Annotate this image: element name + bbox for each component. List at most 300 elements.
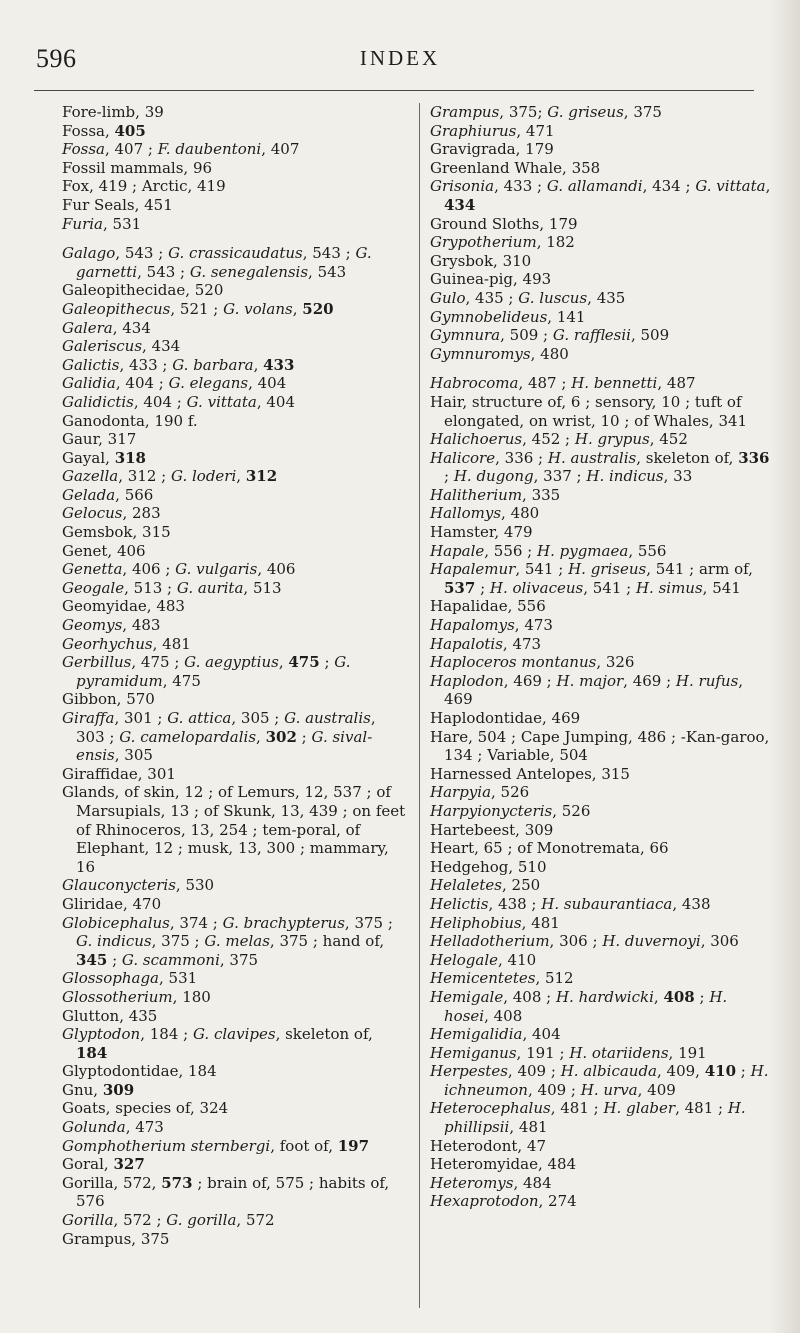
entry-text: ;: [694, 987, 710, 1006]
taxon-name: H. urva: [580, 1080, 638, 1099]
entry-text: , 438 ;: [488, 894, 542, 913]
entry-text: Geomyidae, 483: [62, 597, 185, 616]
entry-text: , 375;: [499, 103, 548, 121]
taxon-name: G. vittata: [695, 177, 766, 196]
entry-text: ;: [107, 950, 122, 969]
index-entry: [62, 122, 408, 141]
taxon-name: H. rufus: [675, 671, 739, 690]
entry-text: , 543 ;: [115, 244, 169, 263]
entry-text: , 480: [501, 504, 540, 523]
entry-text: , 473: [514, 616, 553, 635]
taxon-name: Haploceros montanus: [430, 653, 597, 672]
index-entry: [430, 215, 774, 234]
entry-text: , 543: [308, 262, 347, 281]
taxon-name: Grisonia: [430, 177, 495, 196]
taxon-name: Galidictis: [62, 392, 134, 411]
entry-text: , 406 ;: [122, 560, 176, 579]
taxon-name: Halicore: [430, 448, 496, 467]
illustrated-page-ref: 345: [76, 950, 108, 969]
entry-text: ;: [296, 727, 312, 746]
entry-text: , 481: [521, 913, 560, 932]
taxon-name: G. australis: [284, 709, 371, 727]
taxon-name: Georhychus: [62, 634, 153, 653]
entry-text: , 305: [114, 746, 153, 765]
illustrated-page-ref: 408: [663, 987, 695, 1006]
entry-text: Heart, 65 ; of Monotremata, 66: [430, 839, 669, 858]
entry-text: , 469: [444, 671, 744, 709]
index-entry: [62, 1230, 408, 1249]
taxon-name: H. olivaceus: [489, 578, 584, 597]
entry-text: , 406: [257, 560, 296, 579]
entry-text: , 407: [261, 140, 300, 159]
entry-text: , 509 ;: [500, 326, 553, 345]
index-entry: [430, 728, 774, 765]
taxon-name: Geomys: [62, 616, 123, 635]
entry-text: , 481 ;: [550, 1099, 604, 1118]
index-entry: [62, 159, 408, 178]
taxon-name: Herpestes: [430, 1062, 508, 1081]
entry-text: , 556: [628, 541, 667, 560]
entry-text: Glyptodontidae, 184: [62, 1062, 217, 1081]
taxon-name: G. scammoni: [121, 950, 220, 969]
taxon-name: G. camelopardalis: [119, 727, 257, 746]
taxon-name: H. phillipsii: [444, 1099, 746, 1137]
entry-text: , 452 ;: [522, 430, 575, 449]
entry-text: , 305 ;: [231, 709, 285, 727]
entry-text: Hamster, 479: [430, 523, 533, 542]
index-entry: [62, 486, 408, 505]
index-entry: [430, 672, 774, 709]
index-entry: [430, 252, 774, 271]
illustrated-page-ref: 520: [302, 299, 334, 318]
index-entry: [430, 233, 774, 252]
illustrated-page-ref: 309: [102, 1080, 135, 1099]
taxon-name: H. bennetti: [571, 374, 658, 393]
taxon-name: Hemigale: [430, 987, 504, 1006]
index-entry: [430, 635, 774, 654]
entry-text: , 530: [175, 876, 215, 895]
taxon-name: G. aegyptius: [184, 653, 279, 672]
taxon-name: Helaletes: [430, 876, 502, 895]
index-entry: [430, 709, 774, 728]
entry-text: , foot of,: [270, 1136, 338, 1155]
entry-text: ,: [256, 727, 266, 746]
taxon-name: H. albicauda: [560, 1062, 657, 1081]
entry-text: , 473: [125, 1118, 164, 1137]
index-entry: [430, 393, 774, 430]
taxon-name: H. major: [556, 671, 624, 690]
index-entry: [62, 1211, 408, 1230]
taxon-name: Furia: [62, 214, 103, 233]
entry-text: , 33: [663, 467, 693, 486]
illustrated-page-ref: 475: [288, 653, 320, 672]
taxon-name: Glauconycteris: [62, 876, 176, 895]
entry-text: , 375: [623, 103, 662, 121]
index-entry: [62, 1099, 408, 1118]
taxon-name: H. australis: [547, 448, 637, 467]
entry-text: , 487 ;: [518, 374, 572, 393]
taxon-name: Hapalotis: [430, 634, 503, 653]
entry-text: , 473: [502, 634, 542, 653]
entry-text: ;: [475, 578, 490, 597]
index-entry: [62, 1081, 408, 1100]
index-entry: [62, 393, 408, 412]
index-entry: [430, 177, 774, 214]
entry-text: , 543 ;: [137, 262, 190, 281]
taxon-name: H. dugong: [453, 467, 534, 486]
entry-text: , 541 ;: [583, 578, 636, 597]
taxon-name: Gorilla: [62, 1211, 114, 1230]
taxon-name: G. melas: [204, 932, 270, 951]
entry-text: Grysbok, 310: [430, 251, 532, 270]
entry-text: , 541 ; arm of,: [646, 560, 753, 579]
entry-text: , 184 ;: [140, 1025, 193, 1044]
entry-text: Glutton, 435: [62, 1006, 158, 1025]
taxon-name: H. ichneumon: [444, 1062, 769, 1099]
entry-text: , 433 ;: [494, 177, 547, 196]
entry-text: , 283: [122, 504, 161, 523]
taxon-name: G. vittata: [186, 392, 257, 411]
index-entry: [62, 103, 408, 122]
taxon-name: Galictis: [62, 355, 120, 374]
entry-text: , 409 ;: [507, 1062, 561, 1081]
entry-text: Gayal,: [62, 448, 115, 467]
entry-text: , 375 ;: [151, 932, 205, 951]
entry-text: ;: [736, 1062, 751, 1081]
index-entry: [62, 140, 408, 159]
taxon-name: Gazella: [62, 467, 119, 486]
index-entry: [62, 579, 408, 598]
index-entry: [430, 821, 774, 840]
taxon-name: G. indicus: [76, 932, 152, 951]
index-entry: [62, 467, 408, 486]
letter-section-gap: [430, 363, 774, 374]
taxon-name: Habrocoma: [430, 374, 519, 393]
taxon-name: Gymnobelideus: [430, 307, 548, 326]
entry-text: Heteromyidae, 484: [430, 1155, 577, 1174]
index-entry: [62, 635, 408, 654]
taxon-name: Giraffa: [62, 709, 115, 727]
running-head: INDEX: [359, 46, 441, 70]
index-entry: [430, 1025, 774, 1044]
index-entry: [62, 895, 408, 914]
taxon-name: Heliphobius: [430, 913, 522, 932]
index-entry: [62, 177, 408, 196]
taxon-name: H. simus: [635, 578, 703, 597]
index-entry: [62, 876, 408, 895]
taxon-name: Hemigalidia: [430, 1025, 523, 1044]
entry-text: , skeleton of,: [275, 1025, 373, 1044]
entry-text: , 481: [152, 634, 191, 653]
taxon-name: H. glaber: [603, 1099, 676, 1118]
index-entry: [430, 542, 774, 561]
taxon-name: Gelocus: [62, 504, 123, 523]
entry-text: , 469 ;: [623, 671, 676, 690]
index-entry: [430, 1099, 774, 1136]
taxon-name: Gymnura: [430, 326, 501, 345]
entry-text: , 435: [587, 288, 626, 307]
index-entry: [62, 988, 408, 1007]
taxon-name: Galeriscus: [62, 337, 143, 356]
entry-text: , 433 ;: [119, 355, 173, 374]
taxon-name: H. griseus: [568, 560, 647, 579]
entry-text: , 375 ; hand of,: [269, 932, 385, 951]
entry-text: , 556 ;: [484, 541, 538, 560]
taxon-name: G. senegalensis: [189, 262, 309, 281]
index-entry: [430, 616, 774, 635]
entry-text: , 408: [484, 1006, 523, 1025]
index-entry: [430, 1155, 774, 1174]
index-entry: [430, 1192, 774, 1211]
taxon-name: G. loderi: [171, 467, 237, 486]
entry-text: , 274: [538, 1192, 577, 1211]
entry-text: Giraffidae, 301: [62, 764, 176, 783]
entry-text: , 572 ;: [113, 1211, 167, 1230]
index-entry: [62, 244, 408, 281]
entry-text: Gibbon, 570: [62, 690, 155, 709]
taxon-name: G. barbara: [172, 355, 254, 374]
entry-text: , 434 ;: [642, 177, 696, 196]
entry-text: ,: [278, 653, 289, 672]
entry-text: Fossil mammals, 96: [62, 158, 213, 177]
entry-text: , 141: [547, 307, 586, 326]
entry-text: ,: [292, 299, 303, 318]
entry-text: Galeopithecidae, 520: [62, 281, 224, 300]
entry-text: Fur Seals, 451: [62, 195, 173, 214]
index-entry: [430, 122, 774, 141]
illustrated-page-ref: 318: [114, 448, 146, 467]
entry-text: Ganodonta, 190 f.: [62, 411, 198, 430]
entry-text: Glands, of skin, 12 ; of Lemurs, 12, 537 ; of Marsupials, 13 ; of Skunk, 13, 439 ; on feet of Rhinoceros, 13, 254 ; tem-poral, of Elephant, 12 ; musk, 13, 300 ; mammary, 16: [62, 783, 406, 876]
entry-text: , 191: [668, 1043, 707, 1062]
taxon-name: Hemiganus: [430, 1043, 517, 1062]
index-entry: [62, 504, 408, 523]
index-entry: [430, 914, 774, 933]
entry-text: Gemsbok, 315: [62, 523, 171, 542]
taxon-name: Geogale: [62, 578, 125, 597]
page-number: 596: [36, 44, 77, 73]
entry-text: Hare, 504 ; Cape Jumping, 486 ; -Kan-garoo, 134 ; Variable, 504: [430, 727, 770, 765]
taxon-name: Gulo: [430, 288, 466, 307]
index-entry: [62, 1137, 408, 1156]
entry-text: Goats, species of, 324: [62, 1099, 229, 1118]
taxon-name: Haplodon: [430, 671, 504, 690]
entry-text: , 337 ;: [533, 467, 587, 486]
taxon-name: Hapale: [430, 541, 485, 560]
entry-text: , 409: [637, 1080, 676, 1099]
entry-text: ,: [653, 987, 664, 1006]
index-entry: [430, 765, 774, 784]
taxon-name: Galidia: [62, 374, 116, 393]
index-entry: [430, 988, 774, 1025]
index-entry: [62, 300, 408, 319]
index-entry: [62, 616, 408, 635]
entry-text: , 303 ;: [76, 709, 376, 746]
illustrated-page-ref: 405: [114, 121, 146, 140]
index-entry: [62, 337, 408, 356]
index-column-left: [62, 103, 408, 1248]
entry-text: Hair, structure of, 6 ; sensory, 10 ; tuft of elongated, on wrist, 10 ; of Whales, 341: [430, 392, 748, 430]
entry-text: Grampus, 375: [62, 1229, 170, 1248]
entry-text: , 301 ;: [114, 709, 168, 727]
entry-text: , 434: [112, 318, 151, 337]
index-entry: [62, 523, 408, 542]
index-entry: [62, 430, 408, 449]
index-entry: [62, 374, 408, 393]
entry-text: , 484: [513, 1173, 552, 1192]
taxon-name: Gerbillus: [62, 653, 132, 672]
index-entry: [430, 289, 774, 308]
entry-text: Greenland Whale, 358: [430, 158, 601, 177]
entry-text: , 543 ;: [302, 244, 356, 263]
index-entry: [430, 1174, 774, 1193]
entry-text: , 572: [236, 1211, 275, 1230]
entry-text: , skeleton of,: [636, 448, 739, 467]
entry-text: Fox, 419 ; Arctic, 419: [62, 177, 226, 196]
taxon-name: G. volans: [223, 299, 293, 318]
entry-text: , 434: [142, 337, 181, 356]
taxon-name: G. sival-ensis: [76, 727, 373, 765]
index-entry: [62, 542, 408, 561]
taxon-name: H. duvernoyi: [602, 932, 701, 951]
entry-text: , 404: [522, 1025, 561, 1044]
index-entry: [62, 319, 408, 338]
taxon-name: G. gorilla: [166, 1211, 237, 1230]
index-entry: [62, 914, 408, 970]
taxon-name: Glossotherium: [62, 987, 173, 1006]
entry-text: Harnessed Antelopes, 315: [430, 764, 630, 783]
illustrated-page-ref: 336: [738, 448, 770, 467]
entry-text: ;: [319, 653, 335, 672]
taxon-name: G. luscus: [518, 288, 588, 307]
taxon-name: Galera: [62, 318, 113, 337]
entry-text: , 404 ;: [115, 374, 169, 393]
index-entry: [430, 140, 774, 159]
index-entry: [62, 765, 408, 784]
index-entry: [430, 876, 774, 895]
entry-text: Heterodont, 47: [430, 1136, 547, 1155]
index-entry: [62, 653, 408, 690]
taxon-name: Grypotherium: [430, 233, 537, 252]
taxon-name: Galago: [62, 244, 116, 263]
taxon-name: Hallomys: [430, 504, 502, 523]
index-entry: [430, 103, 774, 122]
entry-text: Fossa,: [62, 121, 115, 140]
entry-text: , 471: [516, 121, 555, 140]
entry-text: Gravigrada, 179: [430, 140, 554, 159]
entry-text: , 306: [700, 932, 739, 951]
entry-text: Gnu,: [62, 1080, 103, 1099]
entry-text: , 452: [649, 430, 688, 449]
taxon-name: Graphiurus: [430, 121, 517, 140]
entry-text: ,: [236, 467, 246, 486]
index-entry: [62, 356, 408, 375]
index-entry: [430, 597, 774, 616]
illustrated-page-ref: 184: [76, 1043, 108, 1062]
entry-text: ,: [253, 355, 264, 374]
taxon-name: Glyptodon: [62, 1025, 141, 1044]
index-entry: [430, 374, 774, 393]
entry-text: , 312 ;: [118, 467, 172, 486]
taxon-name: Halitherium: [430, 485, 523, 504]
taxon-name: H. otariidens: [569, 1043, 669, 1062]
index-column-right: [430, 103, 774, 1211]
entry-text: Hapalidae, 556: [430, 597, 546, 616]
taxon-name: Glossophaga: [62, 969, 159, 988]
index-entry: [62, 412, 408, 431]
letter-section-gap: [62, 233, 408, 244]
taxon-name: H. hardwicki: [555, 987, 654, 1006]
index-entry: [62, 1007, 408, 1026]
taxon-name: Grampus: [430, 103, 500, 121]
index-entry: [62, 215, 408, 234]
taxon-name: G. vulgaris: [175, 560, 258, 579]
taxon-name: Hapalemur: [430, 560, 516, 579]
entry-text: Ground Sloths, 179: [430, 214, 578, 233]
illustrated-page-ref: 573: [161, 1173, 193, 1192]
index-entry: [62, 690, 408, 709]
entry-text: Haplodontidae, 469: [430, 709, 581, 727]
taxon-name: G. rafflesii: [552, 326, 631, 345]
taxon-name: Heteromys: [430, 1173, 514, 1192]
taxon-name: G. brachypterus: [222, 913, 345, 932]
illustrated-page-ref: 197: [337, 1136, 370, 1155]
taxon-name: Heterocephalus: [430, 1099, 551, 1118]
index-entry: [430, 345, 774, 364]
illustrated-page-ref: 537: [444, 578, 476, 597]
entry-text: , 404: [256, 392, 296, 411]
entry-text: , 475: [162, 671, 201, 690]
index-entry: [62, 709, 408, 765]
taxon-name: G. griseus: [547, 103, 624, 121]
entry-text: , 513 ;: [124, 578, 177, 597]
taxon-name: Fossa: [62, 140, 105, 159]
index-entry: [430, 932, 774, 951]
taxon-name: H. grypus: [574, 430, 650, 449]
entry-text: , 487: [657, 374, 696, 393]
entry-text: Goral,: [62, 1155, 114, 1174]
taxon-name: H. indicus: [586, 467, 664, 486]
entry-text: , 521 ;: [170, 299, 224, 318]
taxon-name: Galeopithecus: [62, 299, 171, 318]
entry-text: , 513: [243, 578, 282, 597]
entry-text: , 531: [102, 214, 142, 233]
entry-text: Gliridae, 470: [62, 894, 162, 913]
index-entry: [62, 1062, 408, 1081]
index-entry: [62, 1155, 408, 1174]
taxon-name: Helictis: [430, 894, 489, 913]
index-entry: [430, 783, 774, 802]
entry-text: , 526: [491, 783, 530, 802]
entry-text: , 469 ;: [503, 671, 557, 690]
index-entry: [430, 523, 774, 542]
page-edge-shadow: [770, 0, 800, 1333]
entry-text: , 475 ;: [131, 653, 185, 672]
taxon-name: Gymnuromys: [430, 344, 531, 363]
taxon-name: G. garnetti: [76, 244, 372, 281]
index-entry: [62, 449, 408, 468]
index-entry: [430, 1044, 774, 1063]
index-entry: [430, 839, 774, 858]
index-entry: [62, 196, 408, 215]
entry-text: , 336 ;: [495, 448, 548, 467]
entry-text: ;: [444, 467, 454, 486]
index-entry: [62, 560, 408, 579]
taxon-name: G. aurita: [176, 578, 244, 597]
taxon-name: Gelada: [62, 485, 116, 504]
entry-text: , 375: [219, 950, 259, 969]
index-entry: [430, 159, 774, 178]
